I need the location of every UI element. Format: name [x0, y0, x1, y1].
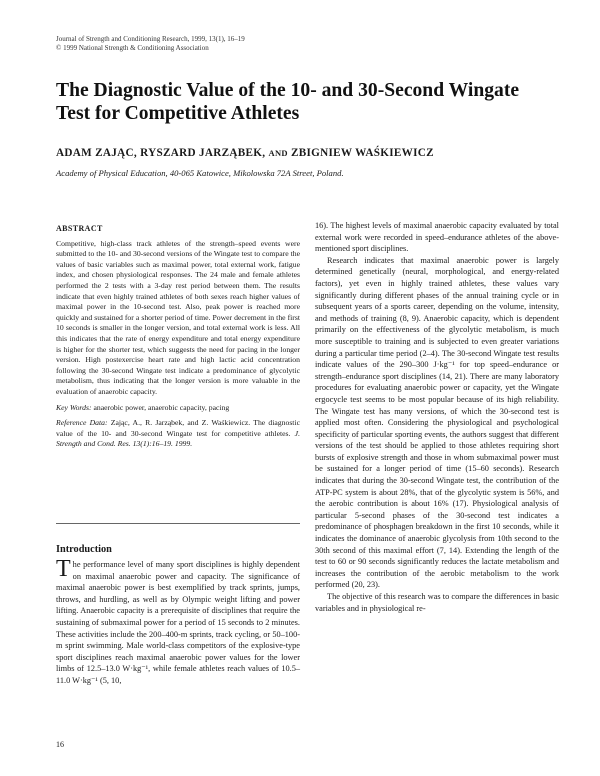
right-column: [315, 220, 559, 614]
abstract-section: [56, 224, 300, 450]
introduction-heading: Introduction: [56, 544, 112, 555]
introduction-text: he performance level of many sport disciplines is highly dependent on maximal anaerobic power and capacity. The significance of maximal anaerobic power is best exemplified by track sprints, jumps, throws, and hurdling, as well as by Olympic weight lifting and power lifting. Anaerobic capacity is a prerequisite of disciplines that require the sustaining of submaximal power for a period of 15 seconds to 2 minutes. These activities include the 200–400-m sprints, track cycling, or 50–100-m sprint swimming. Male world-class competitors of the explosive-type sport disciplines reach maximal anaerobic power values for the lower limbs of 12.5–13.0 W·kg⁻¹, while female athletes reach values of 10.5–11.0 W·kg⁻¹ (5, 10,: [56, 560, 300, 685]
page-number: 16: [56, 740, 64, 749]
authors-main: ADAM ZAJĄC, RYSZARD JARZĄBEK,: [56, 147, 266, 159]
authors-and: AND: [268, 148, 288, 158]
reference-source: J. Strength and Cond. Res. 13(1):16–19. 1999.: [56, 428, 300, 449]
reference-label: Reference Data:: [56, 418, 108, 428]
article-title: The Diagnostic Value of the 10- and 30-Second Wingate Test for Competitive Athletes: [56, 80, 520, 124]
keywords-label: Key Words:: [56, 402, 92, 412]
article-authors: [56, 147, 434, 159]
reference-text: Zając, A., R. Jarząbek, and Z. Waśkiewicz. The diagnostic value of the 10- and 30-second Wingate test for competitive athletes.: [56, 418, 300, 438]
journal-citation: Journal of Strength and Conditioning Research, 1999, 13(1), 16–19: [56, 35, 245, 43]
author-affiliation: Academy of Physical Education, 40-065 Katowice, Mikolowska 72A Street, Poland.: [56, 168, 344, 178]
right-paragraph-2: Research indicates that maximal anaerobic power is largely determined genetically (neural, morphological, and energy-related factors), yet even in highly trained athletes, these values vary significantly during different phases of the annual training cycle or in subsequent years of a sports career, depending on the volume, intensity, and methods of training (8, 9). Anaerobic capacity, which is dependent primarily on the effectiveness of the glycolytic metabolism, is much more susceptible to training and is subjected to even greater variations during a particular time period (2–4). The 30-second Wingate test results indicate values of the 290–300 J·kg⁻¹ for top speed–endurance or strength–endurance sport disciplines (14, 21). There are many laboratory procedures for evaluating anaerobic power or capacity, yet the Wingate ergocycle test seems to be most popular because of its high reliability. The Wingate test has many versions, of which the 30-second test is applied most often. Considering the physiological and psychological specificity of particular sporting events, the authors suggest that different versions of the test should be applied to those athletes requiring short bursts of explosive strength and those in whom submaximal power must be sustained for a longer period of time (15–60 seconds). Research indicates that during the 30-second Wingate test, the contribution of the ATP-PC system is about 28%, that of the glycolytic system is 56%, and the aerobic contribution is about 16% (17). Physiological analysis of particular 5-second phases of the 30-second test indicates a predominance of phosphagen breakdown in the first 10 seconds, while it indicates the dominance of anaerobic glycolysis from 10th second to the 30th second of this maximal effort (7, 14). Extending the length of the test to 60 or 90 seconds significantly reduces the lactate metabolism and increases the contribution of the aerobic metabolism to the work performed (20, 23).: [315, 255, 559, 590]
right-paragraph-1: 16). The highest levels of maximal anaerobic capacity evaluated by total external work were recorded in speed–endurance athletes of the above-mentioned sport disciplines.: [315, 221, 559, 254]
introduction-paragraph: [56, 556, 300, 687]
right-paragraph-3: The objective of this research was to compare the differences in basic variables and in physiological re-: [315, 592, 559, 613]
abstract-heading: ABSTRACT: [56, 224, 103, 233]
journal-header: [56, 35, 245, 53]
abstract-text: Competitive, high-class track athletes of the strength–speed events were submitted to the 10- and 30-second versions of the Wingate test to compare the values of basic variables such as maximal power, total external work, fatigue index, and chosen physiological responses. The 24 male and female athletes performed the 2 tests with a 3-day rest period between them. The results indicate that even highly trained athletes of both sexes reach higher values of maximal power in the 10-second test. Also, peak power is reached more quickly and sustained for a shorter period of time. Power decrement in the first 10 seconds is smaller in the longer version, and total external work is less. All this indicates that the rate of energy expenditure and total energy expenditure is higher for the shorter test, which suggests the need for pacing in the longer version. High postexercise heart rate and high lactic acid concentration following the 30-second Wingate test indicate a predominance of glycolytic metabolism, thus indicating that the longer version is more valuable in the evaluation of anaerobic capacity.: [56, 238, 300, 396]
section-divider: [56, 523, 300, 524]
keywords-text: anaerobic power, anaerobic capacity, pacing: [93, 402, 230, 412]
abstract-keywords: [56, 403, 300, 414]
abstract-reference: [56, 418, 300, 450]
authors-last: ZBIGNIEW WAŚKIEWICZ: [290, 147, 434, 159]
drop-cap: T: [56, 556, 71, 582]
journal-copyright: © 1999 National Strength & Conditioning Association: [56, 44, 209, 52]
